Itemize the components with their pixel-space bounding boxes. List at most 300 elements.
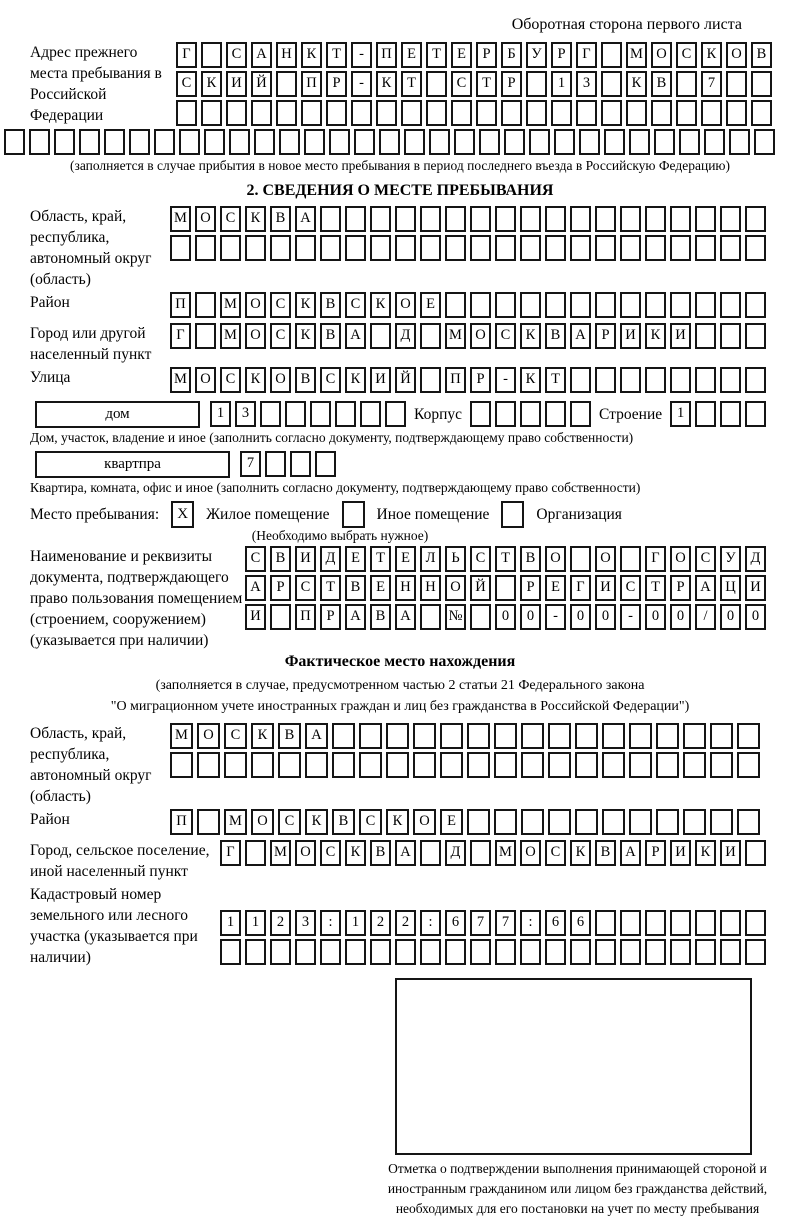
form-cell	[404, 129, 425, 155]
form-cell	[295, 939, 316, 965]
form-cell	[304, 129, 325, 155]
form-cell	[370, 939, 391, 965]
form-cell: С	[270, 323, 291, 349]
form-cell: О	[445, 575, 466, 601]
form-cell	[595, 910, 616, 936]
gorod-label: Город или другой населенный пункт	[30, 325, 152, 363]
form-cell	[745, 323, 766, 349]
form-cell	[570, 206, 591, 232]
form-cell	[745, 292, 766, 318]
document-field	[0, 546, 800, 651]
form-cell: Ь	[445, 546, 466, 572]
checkbox-zhiloe[interactable]: X	[171, 501, 194, 528]
form-cell: 3	[235, 401, 256, 427]
form-cell	[420, 604, 441, 630]
form-cell: С	[295, 575, 316, 601]
form-cell: Ц	[720, 575, 741, 601]
form-cell: О	[520, 840, 541, 866]
form-cell: И	[620, 323, 641, 349]
form-cell	[620, 235, 641, 261]
form-cell: А	[395, 604, 416, 630]
form-cell	[445, 235, 466, 261]
form-cell	[695, 323, 716, 349]
form-cell: Р	[520, 575, 541, 601]
form-cell: О	[195, 206, 216, 232]
form-cell	[602, 752, 625, 778]
form-cell	[320, 939, 341, 965]
form-cell: В	[278, 723, 301, 749]
form-cell	[701, 100, 722, 126]
form-cell: Е	[451, 42, 472, 68]
form-cell: 1	[220, 910, 241, 936]
form-cell	[745, 840, 766, 866]
form-cell	[620, 910, 641, 936]
gorod-field	[0, 323, 800, 365]
form-cell	[645, 235, 666, 261]
form-cell	[370, 206, 391, 232]
form-cell	[79, 129, 100, 155]
prev-address-field	[0, 42, 800, 129]
form-cell	[656, 723, 679, 749]
form-cell: В	[320, 292, 341, 318]
form-cell	[710, 723, 733, 749]
dom-type-box: дом	[35, 401, 200, 428]
kadastr-row-1	[220, 910, 770, 936]
form-cell: К	[386, 809, 409, 835]
form-cell	[332, 752, 355, 778]
confirmation-stamp-box	[395, 978, 752, 1155]
form-cell	[520, 939, 541, 965]
form-cell	[495, 292, 516, 318]
form-cell	[320, 206, 341, 232]
form-cell	[720, 206, 741, 232]
form-cell	[654, 129, 675, 155]
form-cell	[595, 206, 616, 232]
form-cell	[351, 100, 372, 126]
form-cell	[379, 129, 400, 155]
form-cell	[224, 752, 247, 778]
form-cell: К	[701, 42, 722, 68]
form-cell: 6	[570, 910, 591, 936]
form-cell	[620, 206, 641, 232]
form-cell: Й	[470, 575, 491, 601]
form-cell: В	[270, 546, 291, 572]
form-cell: П	[170, 292, 191, 318]
form-cell	[276, 100, 297, 126]
oblast-cells	[170, 206, 770, 264]
form-cell	[754, 129, 775, 155]
form-cell: И	[745, 575, 766, 601]
form-cell	[270, 939, 291, 965]
factual-raion-row	[170, 809, 764, 835]
document-row-3	[245, 604, 770, 630]
form-cell	[575, 809, 598, 835]
form-cell	[360, 401, 381, 427]
form-cell	[197, 752, 220, 778]
form-cell	[651, 100, 672, 126]
form-cell	[279, 129, 300, 155]
kvartira-type-box: квартпра	[35, 451, 230, 478]
form-cell: М	[220, 292, 241, 318]
form-cell: П	[170, 809, 193, 835]
form-cell	[29, 129, 50, 155]
form-cell: 1	[551, 71, 572, 97]
mesto-label: Место пребывания:	[30, 506, 160, 523]
form-cell: К	[305, 809, 328, 835]
form-cell	[170, 752, 193, 778]
form-cell	[683, 809, 706, 835]
form-cell: Т	[370, 546, 391, 572]
form-cell	[545, 401, 566, 427]
form-cell	[470, 206, 491, 232]
form-cell	[494, 809, 517, 835]
form-cell: 6	[445, 910, 466, 936]
form-cell: 3	[576, 71, 597, 97]
factual-note-1: (заполняется в случае, предусмотренном частью 2 статьи 21 Федерального закона	[155, 678, 645, 693]
form-cell: В	[370, 604, 391, 630]
form-cell	[467, 723, 490, 749]
form-cell	[320, 235, 341, 261]
form-page	[0, 16, 800, 1219]
form-cell: И	[670, 840, 691, 866]
prev-address-row-3	[176, 100, 776, 126]
form-cell	[220, 235, 241, 261]
form-cell	[386, 723, 409, 749]
form-cell: -	[351, 42, 372, 68]
form-cell	[554, 129, 575, 155]
prev-address-row-4	[0, 129, 800, 155]
form-cell	[420, 840, 441, 866]
oblast-field	[0, 206, 800, 290]
form-cell	[726, 71, 747, 97]
form-cell	[601, 100, 622, 126]
form-cell: Р	[326, 71, 347, 97]
form-cell	[245, 939, 266, 965]
form-cell	[720, 401, 741, 427]
document-cells	[245, 546, 770, 633]
form-cell	[301, 100, 322, 126]
form-cell: Т	[495, 546, 516, 572]
form-cell	[495, 206, 516, 232]
option-inoe-label: Иное помещение	[376, 506, 490, 523]
form-cell: 7	[495, 910, 516, 936]
form-cell	[401, 100, 422, 126]
form-cell	[570, 292, 591, 318]
form-cell: В	[320, 323, 341, 349]
form-cell	[695, 235, 716, 261]
form-cell	[670, 939, 691, 965]
form-cell	[197, 809, 220, 835]
form-cell: К	[295, 323, 316, 349]
form-cell	[195, 292, 216, 318]
form-cell: Н	[276, 42, 297, 68]
form-cell: Р	[670, 575, 691, 601]
form-cell: 0	[720, 604, 741, 630]
form-cell: 7	[470, 910, 491, 936]
form-cell	[601, 71, 622, 97]
form-cell	[395, 206, 416, 232]
factual-raion-cells	[170, 809, 764, 838]
form-cell: 2	[395, 910, 416, 936]
form-cell: О	[195, 367, 216, 393]
form-cell	[495, 235, 516, 261]
form-cell: Д	[320, 546, 341, 572]
form-cell	[305, 752, 328, 778]
form-cell	[251, 752, 274, 778]
stroenie-label: Строение	[599, 406, 663, 423]
prev-address-note: (заполняется в случае прибытия в новое место пребывания в период последнего въезда в Российскую Федерацию)	[69, 158, 731, 173]
prev-address-row-2	[176, 71, 776, 97]
form-cell	[204, 129, 225, 155]
factual-oblast-field	[0, 723, 800, 807]
form-cell	[526, 71, 547, 97]
form-cell	[220, 939, 241, 965]
form-cell	[251, 100, 272, 126]
form-cell	[720, 367, 741, 393]
form-cell: О	[670, 546, 691, 572]
form-cell	[285, 401, 306, 427]
form-cell: В	[595, 840, 616, 866]
form-cell: Т	[476, 71, 497, 97]
form-cell: О	[595, 546, 616, 572]
form-cell: 0	[495, 604, 516, 630]
form-cell	[575, 752, 598, 778]
form-cell: С	[320, 840, 341, 866]
form-cell: П	[376, 42, 397, 68]
form-cell: О	[413, 809, 436, 835]
form-cell: У	[720, 546, 741, 572]
form-cell: 0	[520, 604, 541, 630]
form-cell: К	[626, 71, 647, 97]
form-cell	[729, 129, 750, 155]
form-cell	[445, 292, 466, 318]
form-cell: К	[251, 723, 274, 749]
form-cell	[595, 367, 616, 393]
gorod-cells	[170, 323, 770, 352]
form-cell	[695, 910, 716, 936]
form-cell	[676, 100, 697, 126]
form-cell: К	[570, 840, 591, 866]
form-cell: С	[495, 323, 516, 349]
factual-oblast-row-1	[170, 723, 764, 749]
form-cell	[545, 206, 566, 232]
form-cell: Т	[320, 575, 341, 601]
checkbox-organizatsiya[interactable]	[501, 501, 524, 528]
ulitsa-field	[0, 367, 800, 396]
form-cell	[520, 235, 541, 261]
form-cell	[695, 206, 716, 232]
form-cell	[595, 292, 616, 318]
form-cell: -	[351, 71, 372, 97]
form-cell	[745, 235, 766, 261]
form-cell: Д	[395, 323, 416, 349]
form-cell	[376, 100, 397, 126]
form-cell	[479, 129, 500, 155]
form-cell	[602, 809, 625, 835]
factual-oblast-label: Область, край, республика, автономный округ (область)	[30, 725, 152, 805]
form-cell	[295, 235, 316, 261]
prev-address-label: Адрес прежнего места пребывания в Российской Федерации	[30, 44, 162, 124]
form-cell: 7	[240, 451, 261, 477]
form-cell: А	[695, 575, 716, 601]
form-cell: М	[170, 367, 191, 393]
form-cell	[695, 292, 716, 318]
form-cell	[426, 71, 447, 97]
form-cell: 1	[670, 401, 691, 427]
form-cell: М	[270, 840, 291, 866]
raion-label: Район	[30, 294, 70, 311]
korpus-cells	[470, 401, 595, 427]
form-cell: А	[345, 604, 366, 630]
form-cell: К	[645, 323, 666, 349]
form-cell: С	[359, 809, 382, 835]
form-cell: К	[370, 292, 391, 318]
form-cell: Й	[251, 71, 272, 97]
form-cell: 0	[745, 604, 766, 630]
form-cell	[470, 401, 491, 427]
form-cell: А	[570, 323, 591, 349]
form-cell: М	[495, 840, 516, 866]
form-cell	[695, 367, 716, 393]
form-cell: О	[251, 809, 274, 835]
form-cell	[170, 235, 191, 261]
form-cell	[201, 100, 222, 126]
form-cell	[129, 129, 150, 155]
section2-title: 2. СВЕДЕНИЯ О МЕСТЕ ПРЕБЫВАНИЯ	[246, 182, 554, 199]
form-cell: О	[197, 723, 220, 749]
factual-gorod-cells	[220, 840, 770, 869]
form-cell: В	[332, 809, 355, 835]
form-cell: 0	[570, 604, 591, 630]
form-cell: Т	[545, 367, 566, 393]
form-cell: Р	[501, 71, 522, 97]
document-row-2	[245, 575, 770, 601]
form-cell	[575, 723, 598, 749]
form-cell	[495, 575, 516, 601]
form-cell: П	[445, 367, 466, 393]
factual-gorod-field	[0, 840, 800, 882]
form-cell	[737, 752, 760, 778]
form-cell	[545, 939, 566, 965]
form-cell	[494, 723, 517, 749]
form-cell: К	[295, 292, 316, 318]
form-cell: П	[295, 604, 316, 630]
form-cell	[676, 71, 697, 97]
form-cell	[335, 401, 356, 427]
form-cell	[254, 129, 275, 155]
form-cell: С	[545, 840, 566, 866]
form-cell	[710, 752, 733, 778]
form-cell	[656, 809, 679, 835]
form-cell	[570, 546, 591, 572]
form-cell: А	[620, 840, 641, 866]
form-cell: Г	[576, 42, 597, 68]
form-cell	[670, 235, 691, 261]
form-cell	[290, 451, 311, 477]
form-cell	[426, 100, 447, 126]
form-cell: Р	[645, 840, 666, 866]
form-cell: Е	[345, 546, 366, 572]
form-cell	[245, 235, 266, 261]
form-cell: 1	[210, 401, 231, 427]
form-cell	[645, 206, 666, 232]
form-cell: В	[545, 323, 566, 349]
form-cell	[670, 206, 691, 232]
form-cell: Р	[551, 42, 572, 68]
form-cell	[545, 235, 566, 261]
form-cell	[645, 939, 666, 965]
form-cell: О	[726, 42, 747, 68]
form-cell	[683, 723, 706, 749]
form-cell	[601, 42, 622, 68]
form-cell: Е	[545, 575, 566, 601]
form-cell	[604, 129, 625, 155]
form-cell: -	[545, 604, 566, 630]
form-cell	[620, 292, 641, 318]
kvartira-cells	[240, 451, 340, 477]
form-cell: В	[370, 840, 391, 866]
factual-gorod-row	[220, 840, 770, 866]
form-cell	[679, 129, 700, 155]
form-cell	[420, 939, 441, 965]
form-cell: А	[245, 575, 266, 601]
factual-raion-field	[0, 809, 800, 838]
form-cell	[570, 235, 591, 261]
prev-address-row-1	[176, 42, 776, 68]
form-cell	[595, 235, 616, 261]
form-cell	[548, 723, 571, 749]
form-cell	[501, 100, 522, 126]
form-cell	[620, 367, 641, 393]
form-cell: 0	[670, 604, 691, 630]
form-cell	[495, 401, 516, 427]
form-cell	[440, 752, 463, 778]
form-cell	[720, 323, 741, 349]
form-cell	[751, 71, 772, 97]
form-cell: С	[270, 292, 291, 318]
checkbox-inoe[interactable]	[342, 501, 365, 528]
form-cell	[265, 451, 286, 477]
form-cell	[629, 129, 650, 155]
form-cell: А	[305, 723, 328, 749]
form-cell: -	[495, 367, 516, 393]
stamp-caption: Отметка о подтверждении выполнения принимающей стороной и иностранным гражданином или лицом без гражданства действий, необходимых для его постановки на учет по месту пребывания	[387, 1161, 768, 1216]
form-cell: М	[220, 323, 241, 349]
form-cell	[454, 129, 475, 155]
form-cell	[720, 910, 741, 936]
kadastr-row-2	[220, 939, 770, 965]
form-cell	[751, 100, 772, 126]
gorod-row	[170, 323, 770, 349]
form-cell	[570, 939, 591, 965]
form-cell: А	[395, 840, 416, 866]
form-cell	[645, 367, 666, 393]
kvartira-caption: Квартира, комната, офис и иное (заполнить согласно документу, подтверждающему право собственности)	[30, 480, 641, 495]
form-cell	[395, 235, 416, 261]
form-cell	[420, 323, 441, 349]
form-cell	[176, 100, 197, 126]
form-cell: В	[270, 206, 291, 232]
form-cell: Е	[401, 42, 422, 68]
form-cell: В	[651, 71, 672, 97]
form-cell: С	[620, 575, 641, 601]
prev-address-cells	[176, 42, 776, 129]
form-cell	[745, 401, 766, 427]
form-cell	[359, 752, 382, 778]
form-cell	[270, 235, 291, 261]
form-cell	[420, 235, 441, 261]
form-cell	[470, 939, 491, 965]
